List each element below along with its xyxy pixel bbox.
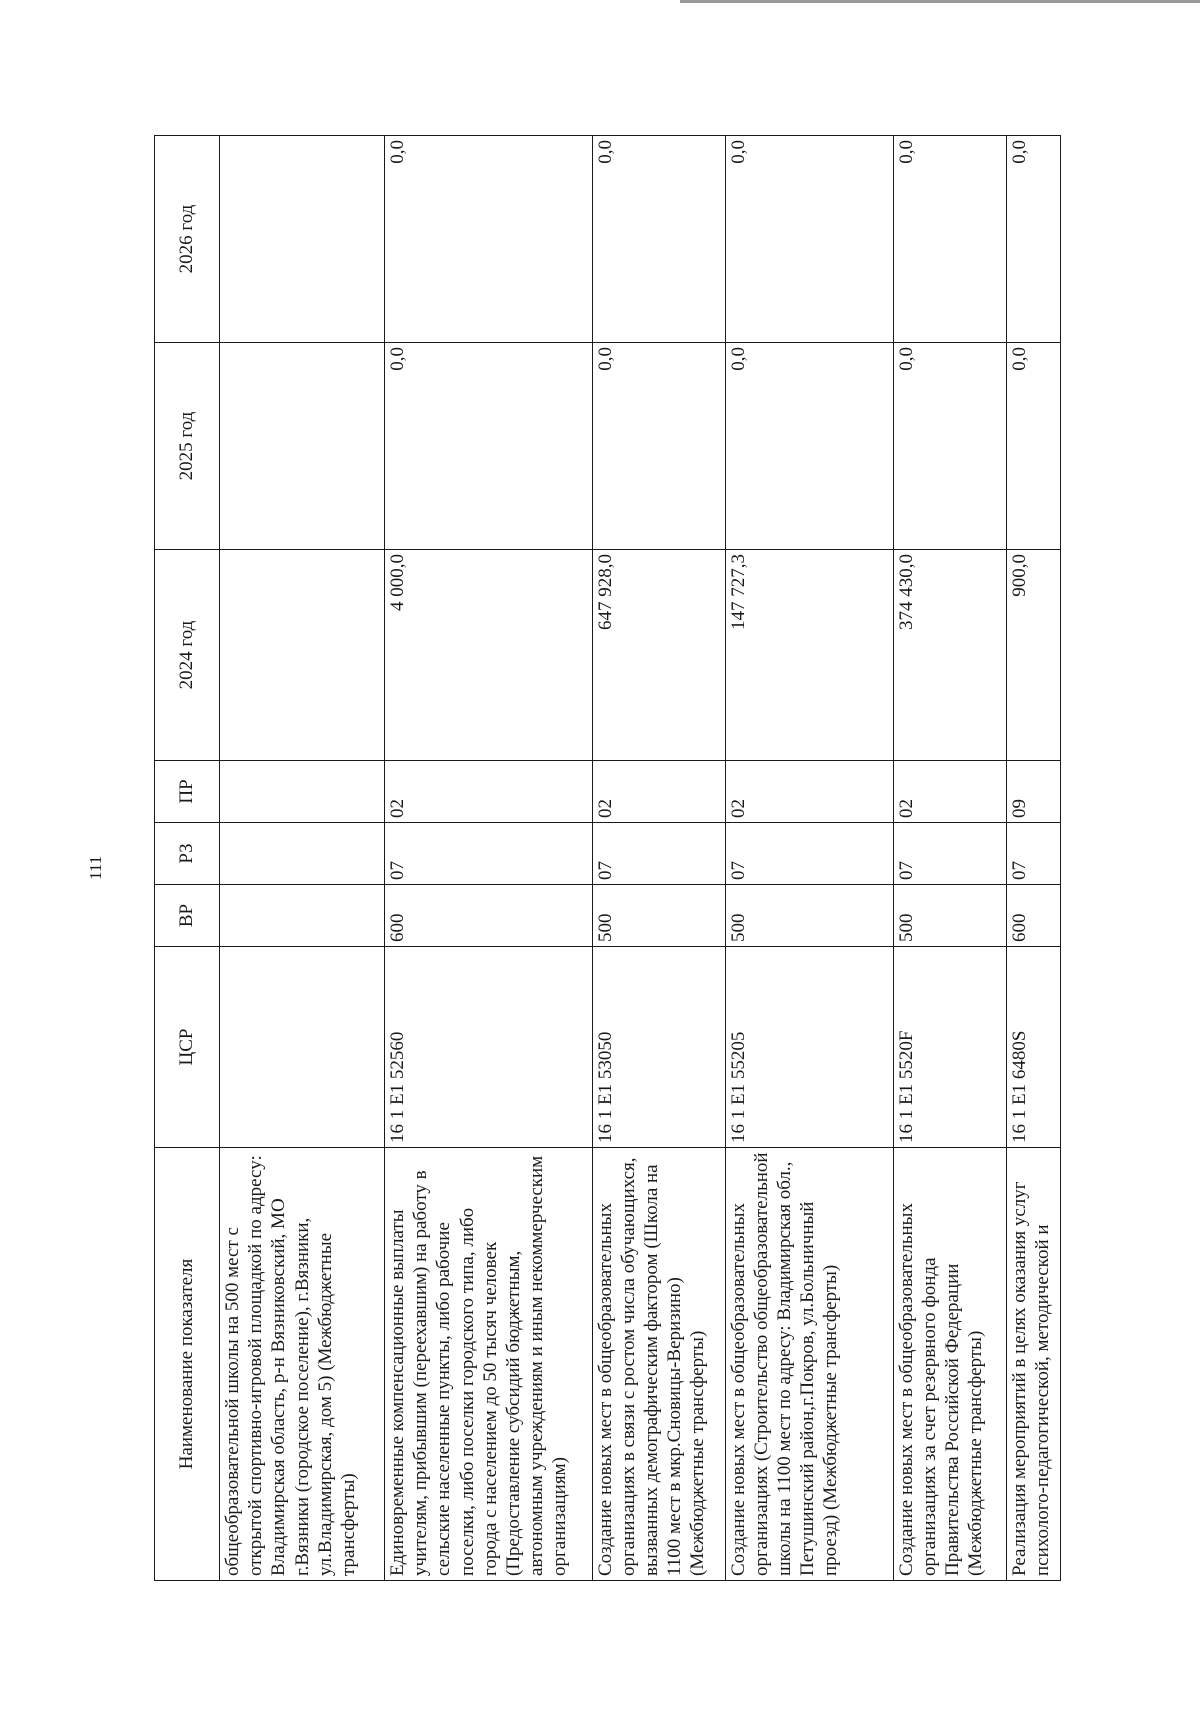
row-2025: 0,0 (893, 343, 1006, 550)
row-name: Единовременные компенсационные выплаты учителям, прибывшим (переехавшим) на работу в сельские населенные пункты, либо рабочие поселки, либо поселки городского типа, либо города с населением до 50 тысяч человек (Предоставление субсидий бюджетным, автономным учреждениям и иным некоммерческим организациям) (385, 1148, 593, 1581)
row-pr: 02 (893, 761, 1006, 823)
header-pr: ПР (155, 761, 220, 823)
table-row (385, 136, 593, 1581)
row-csr: 16 1 Е1 6480S (1006, 947, 1060, 1148)
row-2024: 647 928,0 (592, 550, 725, 761)
row-csr: 16 1 Е1 53050 (592, 947, 725, 1148)
row-vr: 600 (1006, 885, 1060, 947)
row-pr (220, 761, 385, 823)
page-number: 111 (86, 855, 105, 880)
row-2025: 0,0 (592, 343, 725, 550)
row-rz: 07 (385, 823, 593, 885)
row-rz: 07 (1006, 823, 1060, 885)
row-vr (220, 885, 385, 947)
header-name: Наименование показателя (155, 1148, 220, 1581)
row-2026: 0,0 (1006, 136, 1060, 343)
row-2024: 374 430,0 (893, 550, 1006, 761)
row-2026: 0,0 (893, 136, 1006, 343)
table-row (592, 136, 725, 1581)
row-name: Создание новых мест в общеобразовательных организациях в связи с ростом числа обучающихся, вызванных демографическим фактором (Школа на 1100 мест в мкр.Сновицы-Веризино) (Межбюджетные трансферты) (592, 1148, 725, 1581)
budget-table (154, 135, 1061, 1581)
header-2025: 2025 год (155, 343, 220, 550)
row-2025 (220, 343, 385, 550)
row-pr: 09 (1006, 761, 1060, 823)
header-vr: ВР (155, 885, 220, 947)
header-2024: 2024 год (155, 550, 220, 761)
header-rz: РЗ (155, 823, 220, 885)
row-name: Реализация мероприятий в целях оказания услуг психолого-педагогической, методической и (1006, 1148, 1060, 1581)
row-csr: 16 1 Е1 5520F (893, 947, 1006, 1148)
row-2025: 0,0 (725, 343, 893, 550)
row-2026: 0,0 (592, 136, 725, 343)
row-rz: 07 (592, 823, 725, 885)
row-csr (220, 947, 385, 1148)
row-vr: 500 (725, 885, 893, 947)
row-2024 (220, 550, 385, 761)
header-2026: 2026 год (155, 136, 220, 343)
header-row (155, 136, 220, 1581)
scan-edge-artifact (680, 0, 1200, 3)
row-2026: 0,0 (725, 136, 893, 343)
row-csr: 16 1 Е1 55205 (725, 947, 893, 1148)
row-2026 (220, 136, 385, 343)
row-2026: 0,0 (385, 136, 593, 343)
row-rz: 07 (725, 823, 893, 885)
row-2025: 0,0 (1006, 343, 1060, 550)
row-vr: 500 (592, 885, 725, 947)
budget-table-container (154, 136, 1061, 1581)
row-2024: 147 727,3 (725, 550, 893, 761)
row-name: Создание новых мест в общеобразовательных организациях (Строительство общеобразовательной школы на 1100 мест по адресу: Владимирская обл., Петушинский район,г.Покров, ул.Больничный проезд) (Межбюджетные трансферты) (725, 1148, 893, 1581)
row-pr: 02 (385, 761, 593, 823)
row-rz: 07 (893, 823, 1006, 885)
row-pr: 02 (592, 761, 725, 823)
header-csr: ЦСР (155, 947, 220, 1148)
row-name: Создание новых мест в общеобразовательных организациях за счет резервного фонда Правительства Российской Федерации (Межбюджетные трансферты) (893, 1148, 1006, 1581)
table-row (725, 136, 893, 1581)
row-name: общеобразовательной школы на 500 мест с открытой спортивно-игровой площадкой по адресу: Владимирская область, р-н Вязниковский, МО г.Вязники (городское поселение), г.Вязники, ул.Владимирская, дом 5) (Межбюджетные трансферты) (220, 1148, 385, 1581)
row-2025: 0,0 (385, 343, 593, 550)
row-2024: 4 000,0 (385, 550, 593, 761)
row-vr: 500 (893, 885, 1006, 947)
row-pr: 02 (725, 761, 893, 823)
table-row (1006, 136, 1060, 1581)
table-row (893, 136, 1006, 1581)
row-vr: 600 (385, 885, 593, 947)
row-2024: 900,0 (1006, 550, 1060, 761)
table-row (220, 136, 385, 1581)
row-csr: 16 1 Е1 52560 (385, 947, 593, 1148)
row-rz (220, 823, 385, 885)
